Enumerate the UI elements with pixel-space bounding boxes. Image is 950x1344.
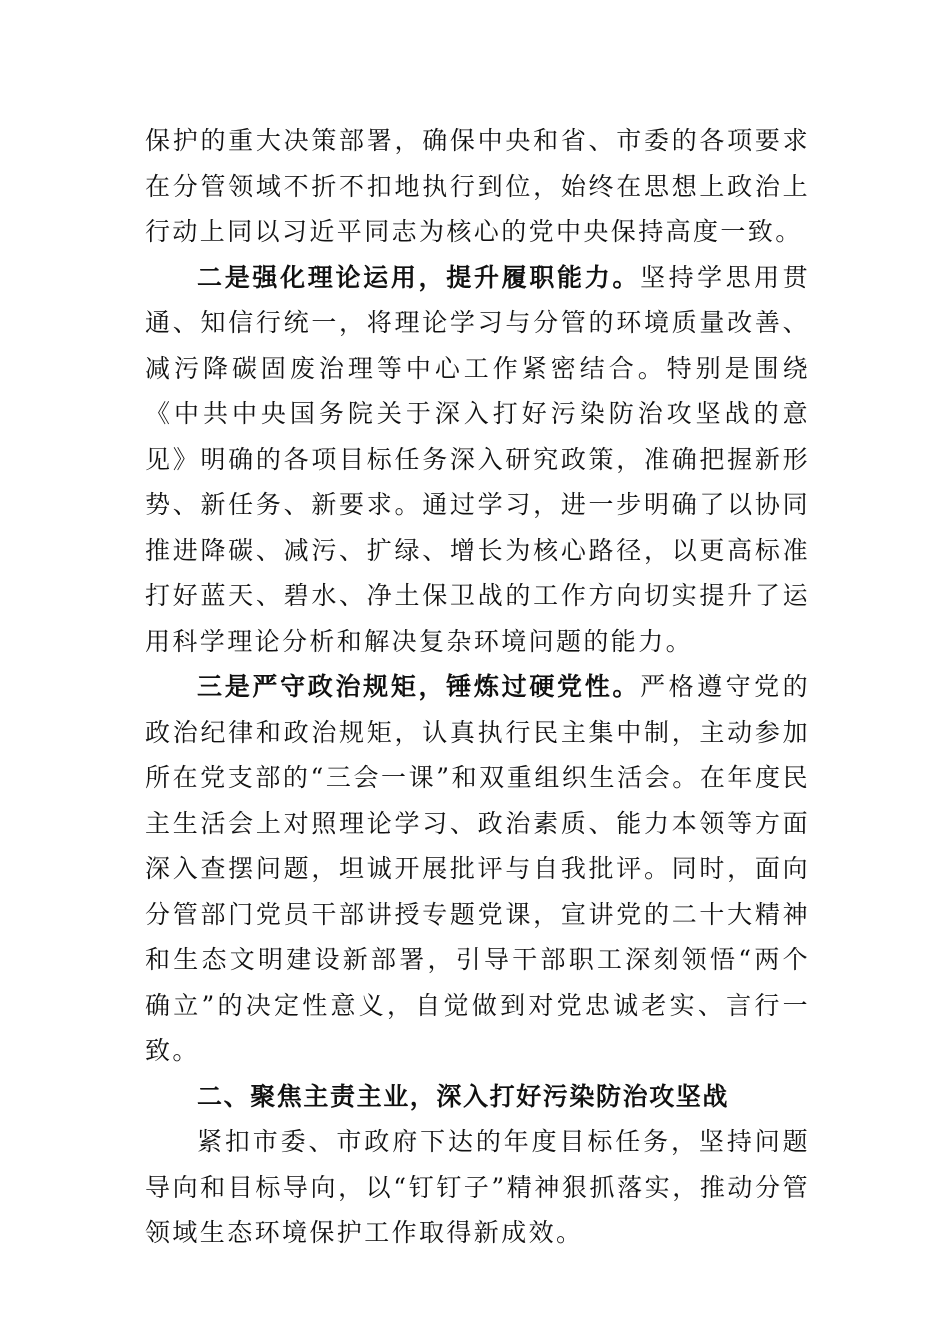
paragraph-lead-political: 三是严守政治规矩，锤炼过硬党性。 [197,672,641,701]
paragraph-lead-theory: 二是强化理论运用，提升履职能力。 [197,262,641,292]
document-page [145,118,810,1256]
paragraph-continued: 保护的重大决策部署，确保中央和省、市委的各项要求在分管领域不折不扣地执行到位，始终在思想上政治上行动上同以习近平同志为核心的党中央保持高度一致。 [145,126,810,246]
paragraph-body-theory: 坚持学思用贯通、知信行统一，将理论学习与分管的环境质量改善、减污降碳固废治理等中心工作紧密结合。特别是围绕《中共中央国务院关于深入打好污染防治攻坚战的意见》明确的各项目标任务深入研究政策，准确把握新形势、新任务、新要求。通过学习，进一步明确了以协同推进降碳、减污、扩绿、增长为核心路径，以更高标准打好蓝天、碧水、净土保卫战的工作方向切实提升了运用科学理论分析和解决复杂环境问题的能力。 [145,262,810,656]
paragraph-body-political: 严格遵守党的政治纪律和政治规矩，认真执行民主集中制，主动参加所在党支部的“三会一课”和双重组织生活会。在年度民主生活会上对照理论学习、政治素质、能力本领等方面深入查摆问题，坦诚开展批评与自我批评。同时，面向分管部门党员干部讲授专题党课，宣讲党的二十大精神和生态文明建设新部署，引导干部职工深刻领悟“两个确立”的决定性意义，自觉做到对党忠诚老实、言行一致。 [145,672,810,1065]
paragraph-annual-targets: 紧扣市委、市政府下达的年度目标任务，坚持问题导向和目标导向，以“钉钉子”精神狠抓落实，推动分管领域生态环境保护工作取得新成效。 [145,1127,810,1247]
paragraph-political-rules [145,664,810,1074]
section-heading: 二、聚焦主责主业，深入打好污染防治攻坚战 [197,1081,730,1111]
paragraph-theory-application [145,255,810,665]
